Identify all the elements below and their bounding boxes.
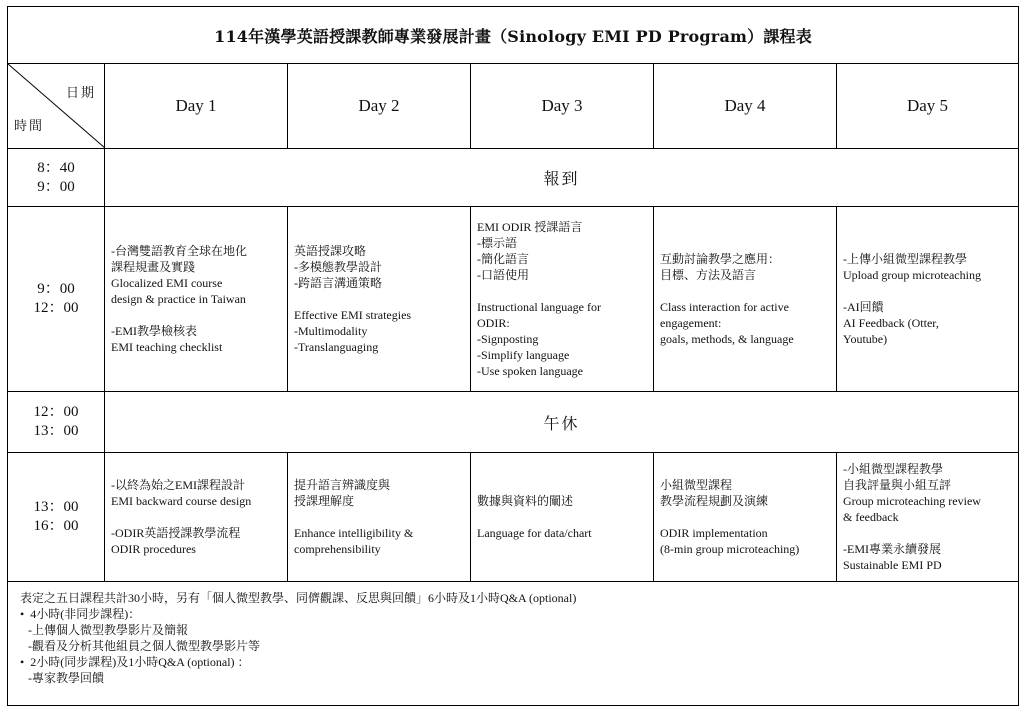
- table-row: [8, 392, 1019, 453]
- diagonal-line: [8, 64, 105, 148]
- session-line: AI Feedback (Otter,: [843, 316, 939, 330]
- session-line: ODIR procedures: [111, 542, 196, 556]
- session-line: 教學流程規劃及演練: [660, 494, 769, 508]
- time-slot: 13：00 16：00: [8, 453, 105, 582]
- session-line: 數據與資料的闡述: [477, 494, 574, 508]
- session-line: 目標、方法及語言: [660, 268, 757, 282]
- session-line: (8-min group microteaching): [660, 542, 800, 556]
- session-line: 授課理解度: [294, 494, 355, 508]
- session-line: Class interaction for active: [660, 300, 789, 314]
- session-line: -Use spoken language: [477, 364, 583, 378]
- page-title: 114年漢學英語授課教師專業發展計畫（Sinology EMI PD Program）課程表: [8, 7, 1019, 64]
- session-line: EMI teaching checklist: [111, 340, 223, 354]
- line-gap: [111, 307, 281, 323]
- session-line: 互動討論教學之應用：: [660, 252, 781, 266]
- session-line: EMI ODIR 授課語言: [477, 220, 583, 234]
- session-line: 英語授課攻略: [294, 244, 367, 258]
- session-line: 課程規畫及實踐: [111, 260, 196, 274]
- session-line: Language for data/chart: [477, 526, 592, 540]
- session-cell: [105, 453, 288, 582]
- session-line: goals, methods, & language: [660, 332, 794, 346]
- session-cell: [471, 453, 654, 582]
- session-line: Sustainable EMI PD: [843, 558, 942, 572]
- session-line: Upload group microteaching: [843, 268, 981, 282]
- session-cell: [288, 207, 471, 392]
- session-cell: [288, 453, 471, 582]
- session-line: engagement:: [660, 316, 722, 330]
- session-line: -Translanguaging: [294, 340, 379, 354]
- session-cell: [837, 207, 1019, 392]
- time-slot: 12：00 13：00: [8, 392, 105, 453]
- session-cell: [471, 207, 654, 392]
- session-line: 提升語言辨識度與: [294, 478, 391, 492]
- session-line: design & practice in Taiwan: [111, 292, 246, 306]
- session-line: -Multimodality: [294, 324, 368, 338]
- session-line: -AI回饋: [843, 300, 884, 314]
- line-gap: [294, 509, 464, 525]
- checkin-cell: 報到: [105, 149, 1019, 207]
- session-line: ODIR:: [477, 316, 510, 330]
- schedule-table: [7, 6, 1019, 706]
- day-header: Day 2: [288, 64, 471, 149]
- table-row: [8, 453, 1019, 582]
- session-line: Youtube): [843, 332, 888, 346]
- session-line: Effective EMI strategies: [294, 308, 412, 322]
- session-line: -小組微型課程教學: [843, 462, 943, 476]
- session-line: -EMI專業永續發展: [843, 542, 941, 556]
- session-line: -多模態教學設計: [294, 260, 382, 274]
- line-gap: [111, 509, 281, 525]
- session-line: -跨語言溝通策略: [294, 276, 382, 290]
- session-line: comprehensibility: [294, 542, 381, 556]
- session-line: -上傳小組微型課程教學: [843, 252, 967, 266]
- time-slot: 9：00 12：00: [8, 207, 105, 392]
- session-line: -以終為始之EMI課程設計: [111, 478, 245, 492]
- line-gap: [477, 509, 647, 525]
- date-header-label: 日期: [65, 86, 96, 101]
- session-line: 自我評量與小組互評: [843, 478, 952, 492]
- session-line: -EMI教學檢核表: [111, 324, 197, 338]
- table-row: [8, 207, 1019, 392]
- notes-sub-item: -專家教學回饋: [28, 671, 104, 685]
- session-line: Enhance intelligibility &: [294, 526, 414, 540]
- day-header: Day 4: [654, 64, 837, 149]
- day-header: Day 3: [471, 64, 654, 149]
- notes-bullet: • 4小時(非同步課程)：: [20, 607, 141, 621]
- line-gap: [477, 283, 647, 299]
- notes-bullet: • 2小時(同步課程)及1小時Q&A (optional) ：: [20, 655, 250, 669]
- table-row: [8, 149, 1019, 207]
- session-cell: [654, 453, 837, 582]
- line-gap: [843, 525, 1012, 541]
- session-line: Glocalized EMI course: [111, 276, 223, 290]
- session-cell: [654, 207, 837, 392]
- session-line: EMI backward course design: [111, 494, 252, 508]
- notes-sub-item: -觀看及分析其他組員之個人微型教學影片等: [28, 639, 260, 653]
- session-line: -標示語: [477, 236, 517, 250]
- session-cell: [837, 453, 1019, 582]
- day-header: Day 1: [105, 64, 288, 149]
- notes-sub-item: -上傳個人微型教學影片及簡報: [28, 623, 188, 637]
- line-gap: [660, 283, 830, 299]
- session-line: Group microteaching review: [843, 494, 981, 508]
- day-header: Day 5: [837, 64, 1019, 149]
- session-line: -口語使用: [477, 268, 529, 282]
- time-header-label: 時間: [14, 119, 45, 134]
- line-gap: [294, 291, 464, 307]
- session-line: -Signposting: [477, 332, 539, 346]
- session-line: Instructional language for: [477, 300, 601, 314]
- line-gap: [660, 509, 830, 525]
- line-gap: [843, 283, 1012, 299]
- session-line: & feedback: [843, 510, 899, 524]
- notes-section: [8, 582, 1019, 706]
- session-line: -ODIR英語授課教學流程: [111, 526, 241, 540]
- session-line: -Simplify language: [477, 348, 570, 362]
- time-slot: 8：40 9：00: [8, 149, 105, 207]
- session-line: ODIR implementation: [660, 526, 768, 540]
- session-line: -台灣雙語教育全球在地化: [111, 244, 247, 258]
- notes-intro: 表定之五日課程共計30小時，另有「個人微型教學、同儕觀課、反思與回饋」6小時及1小時Q&A (optional): [20, 591, 577, 605]
- session-cell: [105, 207, 288, 392]
- corner-header: [8, 64, 105, 149]
- session-line: 小組微型課程: [660, 478, 733, 492]
- lunch-cell: 午休: [105, 392, 1019, 453]
- session-line: -簡化語言: [477, 252, 529, 266]
